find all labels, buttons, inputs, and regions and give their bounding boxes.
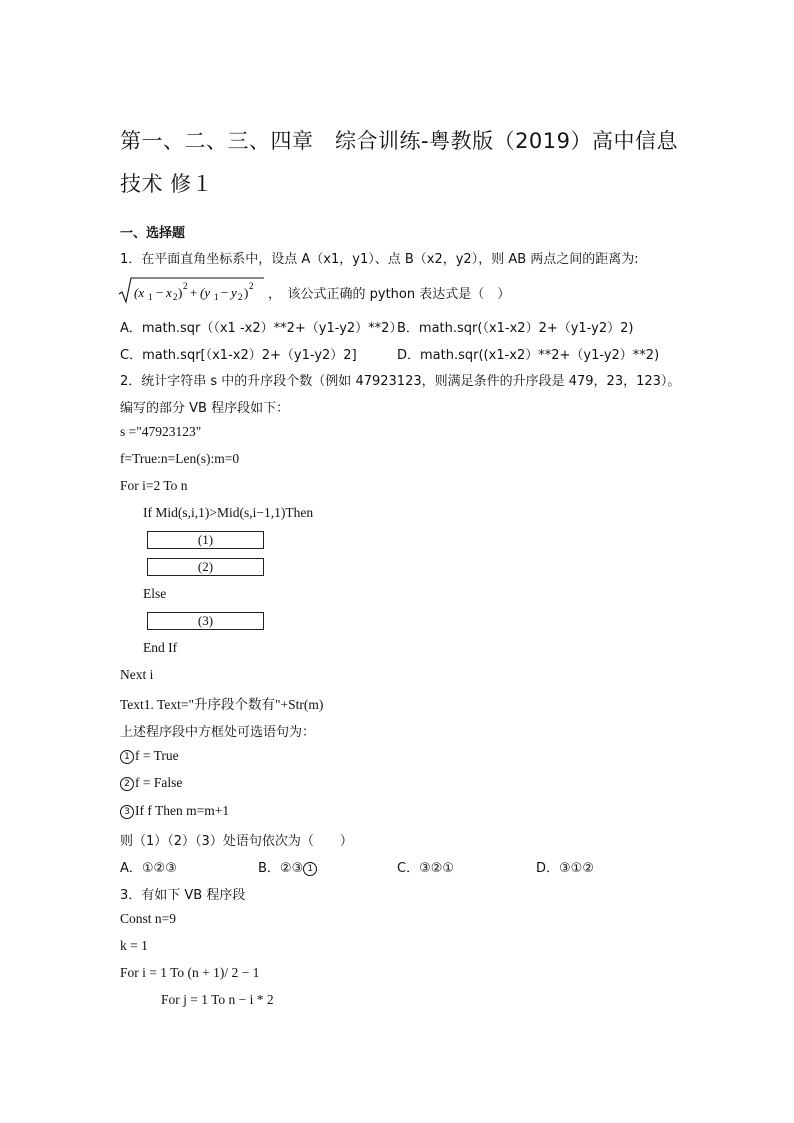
q2-option-b: B．②③ 1 (258, 857, 318, 876)
svg-text:2: 2 (238, 292, 243, 302)
svg-text:(x: (x (134, 285, 145, 300)
q1-formula-suffix: ， 该公式正确的 python 表达式是（ ） (268, 287, 511, 302)
q2-option-c: C．③②① (397, 861, 455, 876)
q2-prompt: 上述程序段中方框处可选语句为： (120, 725, 316, 740)
q3-code-line: For j = 1 To n − i * 2 (161, 992, 274, 1007)
q1-distance-formula (118, 275, 268, 305)
svg-text:y: y (231, 285, 237, 300)
q1-stem: 1．在平面直角坐标系中，设点 A（x1，y1）、点 B（x2，y2），则 AB 两点之间的距离为: (120, 252, 639, 267)
q1-option-d: D．math.sqr((x1-x2）**2+（y1-y2）**2) (397, 348, 660, 363)
section-heading: 一、选择题 (120, 226, 186, 241)
q2-code-line: Else (143, 586, 167, 601)
q2-choice-2: 2 f = False (120, 775, 182, 791)
svg-text:−: − (221, 285, 229, 300)
svg-text:(y: (y (200, 285, 211, 300)
q2-choice-1: 1 f = True (120, 748, 179, 764)
q2-option-a: A．①②③ (120, 861, 177, 876)
q2-blank-box-1: (1) (147, 531, 264, 549)
circled-number: 3 (120, 805, 134, 819)
circled-number: 1 (120, 750, 134, 764)
q2-code-line: s ="47923123" (120, 424, 202, 439)
q2-option-d: D．③①② (536, 861, 594, 876)
q1-option-a: A．math.sqr（（x1 -x2）**2+（y1-y2）**2） (120, 321, 403, 336)
document-title: 第一、二、三、四章 综合训练-粤教版（2019）高中信息技术 修１ (120, 129, 679, 196)
q2-stem: 2．统计字符串 s 中的升序段个数（例如 47923123，则满足条件的升序段是 479，23，123）。 (120, 374, 681, 389)
svg-text:x: x (166, 285, 172, 300)
q2-code-line: For i=2 To n (120, 478, 188, 493)
svg-text:): ) (178, 285, 183, 300)
circled-number: 2 (120, 777, 134, 791)
q2-blank-box-2: (2) (147, 558, 264, 576)
q1-option-b: B．math.sqr(（x1-x2）2+（y1-y2）2) (397, 321, 634, 336)
q2-blank-box-3: (3) (147, 612, 264, 630)
q2-stem-2: 编写的部分 VB 程序段如下： (120, 401, 290, 416)
q2-code-line: If Mid(s,i,1)>Mid(s,i−1,1)Then (143, 505, 314, 520)
svg-text:+: + (190, 285, 198, 300)
q1-option-c: C．math.sqr[（x1-x2）2+（y1-y2）2] (120, 348, 357, 363)
svg-text:2: 2 (249, 281, 254, 291)
svg-text:1: 1 (148, 292, 153, 302)
svg-text:): ) (244, 285, 249, 300)
svg-text:2: 2 (183, 281, 188, 291)
circled-number: 1 (303, 862, 317, 876)
q3-code-line: k = 1 (120, 938, 148, 953)
q2-code-line: f=True:n=Len(s):m=0 (120, 451, 240, 466)
svg-text:−: − (156, 285, 164, 300)
q3-code-line: Const n=9 (120, 911, 176, 926)
q2-code-line: End If (143, 640, 178, 655)
svg-text:2: 2 (173, 292, 178, 302)
q2-code-line: Text1. Text="升序段个数有"+Str(m) (120, 697, 324, 712)
q2-code-line: Next i (120, 667, 154, 682)
svg-text:1: 1 (214, 292, 219, 302)
q2-choice-3: 3 If f Then m=m+1 (120, 803, 229, 819)
q2-ask: 则（1）（2）（3）处语句依次为（ ） (120, 834, 353, 849)
q3-stem: 3．有如下 VB 程序段 (120, 888, 246, 903)
q3-code-line: For i = 1 To (n + 1)/ 2 − 1 (120, 965, 260, 980)
